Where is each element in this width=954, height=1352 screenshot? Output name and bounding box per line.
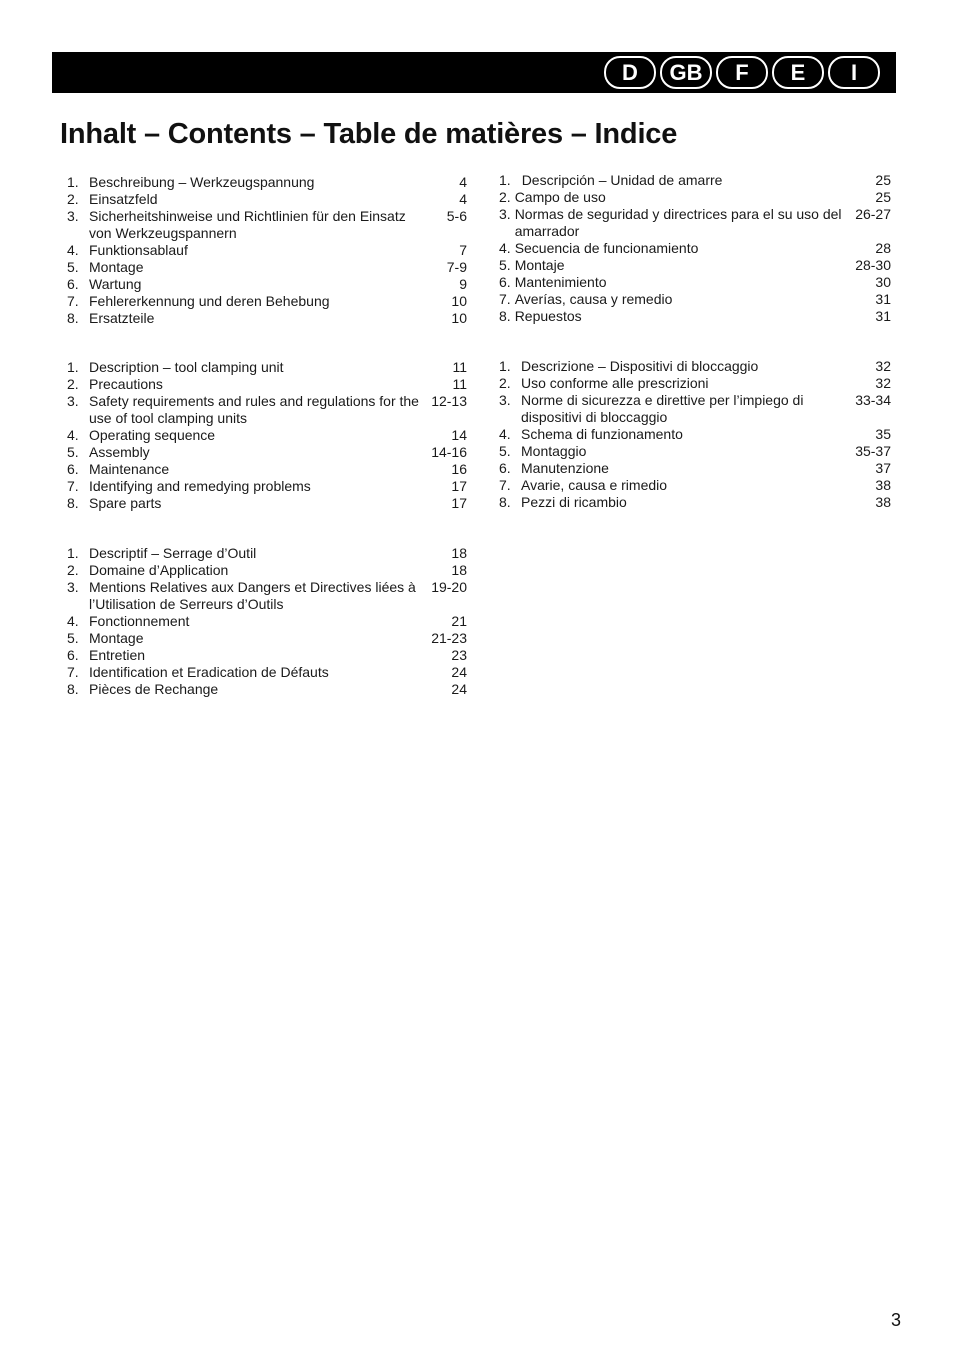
toc-entry-number: 8. — [67, 681, 79, 697]
toc-entry-page: 17 — [451, 495, 467, 511]
toc-entry — [67, 359, 467, 376]
toc-entry — [67, 242, 467, 259]
toc-entry — [499, 392, 891, 426]
toc-entry-page: 18 — [451, 562, 467, 578]
toc-entry-number: 8. — [67, 310, 79, 326]
toc-entry-page: 35-37 — [855, 443, 891, 459]
toc-entry-number: 7. — [67, 664, 79, 680]
header-bar — [52, 52, 896, 93]
toc-entry — [499, 375, 891, 392]
toc-entry-number: 5. — [67, 630, 79, 646]
toc-entry-page: 38 — [875, 494, 891, 510]
page-number: 3 — [890, 1310, 901, 1330]
toc-entry-title: Repuestos — [514, 308, 582, 324]
toc-entry-page: 16 — [451, 461, 467, 477]
toc-entry-title: Assembly — [89, 444, 150, 460]
toc-entry-page: 31 — [875, 291, 891, 307]
toc-entry-title: Normas de seguridad y directrices para el su uso del amarrador — [514, 206, 842, 239]
toc-entry-title: Pièces de Rechange — [89, 681, 219, 697]
toc-entry-number: 1. — [499, 172, 511, 188]
toc-entry-title: Operating sequence — [89, 427, 216, 443]
toc-entry-page: 21-23 — [431, 630, 467, 646]
toc-entry-number: 1. — [499, 358, 511, 374]
toc-entry-title: Descriptif – Serrage d’Outil — [89, 545, 257, 561]
toc-german — [67, 174, 467, 327]
toc-entry — [499, 358, 891, 375]
toc-entry — [499, 189, 891, 206]
toc-entry — [67, 259, 467, 276]
toc-entry — [67, 310, 467, 327]
toc-entry-number: 8. — [499, 308, 511, 324]
toc-entry-page: 17 — [451, 478, 467, 494]
toc-french — [67, 545, 467, 698]
toc-entry-title: Sicherheitshinweise und Richtlinien für den Einsatz von Werkzeugspannern — [89, 208, 406, 241]
toc-entry-number: 3. — [67, 579, 79, 595]
toc-entry-page: 19-20 — [431, 579, 467, 595]
toc-entry-page: 32 — [875, 375, 891, 391]
toc-entry-number: 6. — [67, 461, 79, 477]
toc-entry-title: Domaine d’Application — [89, 562, 229, 578]
toc-spanish — [499, 172, 891, 325]
toc-entry-page: 30 — [875, 274, 891, 290]
language-badge-i: I — [828, 56, 880, 89]
toc-entry-page: 21 — [451, 613, 467, 629]
toc-entry-page: 10 — [451, 293, 467, 309]
toc-entry-title: Descrizione – Dispositivi di bloccaggio — [521, 358, 759, 374]
toc-entry-number: 3. — [499, 206, 511, 222]
toc-entry-title: Campo de uso — [514, 189, 606, 205]
toc-entry-title: Descripción – Unidad de amarre — [521, 172, 723, 188]
toc-entry-number: 3. — [499, 392, 511, 408]
toc-entry-number: 6. — [67, 276, 79, 292]
toc-entry-number: 3. — [67, 208, 79, 224]
toc-entry — [67, 647, 467, 664]
toc-entry-page: 32 — [875, 358, 891, 374]
toc-entry-title: Manutenzione — [521, 460, 609, 476]
toc-entry-page: 24 — [451, 681, 467, 697]
toc-entry-title: Maintenance — [89, 461, 170, 477]
toc-entry-title: Averías, causa y remedio — [514, 291, 673, 307]
toc-entry-number: 5. — [67, 444, 79, 460]
toc-entry-page: 11 — [452, 376, 467, 392]
toc-entry-page: 14-16 — [431, 444, 467, 460]
toc-entry-number: 4. — [67, 613, 79, 629]
toc-entry-number: 2. — [67, 562, 79, 578]
toc-entry-number: 2. — [499, 375, 511, 391]
language-badge-e: E — [772, 56, 824, 89]
toc-entry-number: 1. — [67, 359, 79, 375]
toc-entry-title: Funktionsablauf — [89, 242, 188, 258]
toc-entry-page: 14 — [451, 427, 467, 443]
toc-entry — [499, 477, 891, 494]
toc-entry-page: 38 — [875, 477, 891, 493]
toc-english — [67, 359, 467, 512]
toc-entry-number: 2. — [67, 376, 79, 392]
toc-entry — [67, 562, 467, 579]
toc-entry-number: 4. — [499, 240, 511, 256]
toc-entry-number: 7. — [499, 291, 511, 307]
toc-entry-page: 5-6 — [446, 208, 467, 224]
toc-entry-page: 28 — [875, 240, 891, 256]
toc-entry-title: Ersatzteile — [89, 310, 155, 326]
toc-entry — [499, 460, 891, 477]
toc-entry-number: 1. — [67, 545, 79, 561]
toc-entry — [499, 172, 891, 189]
toc-entry-title: Montaggio — [521, 443, 587, 459]
language-badge-f: F — [716, 56, 768, 89]
toc-entry — [499, 291, 891, 308]
toc-italian — [499, 358, 891, 511]
toc-entry-title: Wartung — [89, 276, 142, 292]
toc-entry — [67, 630, 467, 647]
toc-entry-title: Einsatzfeld — [89, 191, 158, 207]
toc-entry-page: 24 — [451, 664, 467, 680]
toc-entry — [67, 276, 467, 293]
toc-entry-number: 7. — [499, 477, 511, 493]
toc-entry — [499, 257, 891, 274]
toc-entry-title: Mentions Relatives aux Dangers et Directives liées à l’Utilisation de Serreurs d’Outils — [89, 579, 416, 612]
toc-entry — [499, 308, 891, 325]
toc-entry — [67, 495, 467, 512]
toc-entry — [67, 174, 467, 191]
toc-entry-title: Fehlererkennung und deren Behebung — [89, 293, 330, 309]
toc-entry — [67, 444, 467, 461]
toc-entry — [67, 478, 467, 495]
toc-entry — [67, 681, 467, 698]
toc-entry-title: Precautions — [89, 376, 163, 392]
toc-entry-number: 6. — [499, 460, 511, 476]
toc-entry-title: Description – tool clamping unit — [89, 359, 284, 375]
toc-entry-page: 25 — [875, 172, 891, 188]
toc-entry — [67, 293, 467, 310]
toc-entry-title: Mantenimiento — [514, 274, 607, 290]
toc-entry-page: 28-30 — [855, 257, 891, 273]
toc-entry-title: Spare parts — [89, 495, 162, 511]
toc-entry-number: 4. — [67, 242, 79, 258]
toc-entry — [499, 274, 891, 291]
toc-entry-title: Norme di sicurezza e direttive per l’impiego di dispositivi di bloccaggio — [521, 392, 804, 425]
toc-entry — [67, 427, 467, 444]
toc-entry — [67, 613, 467, 630]
toc-entry-page: 31 — [875, 308, 891, 324]
language-badges — [604, 56, 880, 89]
toc-entry — [67, 461, 467, 478]
toc-entry — [67, 579, 467, 613]
toc-entry-page: 7-9 — [446, 259, 467, 275]
toc-entry-number: 8. — [67, 495, 79, 511]
toc-entry — [499, 426, 891, 443]
toc-entry-number: 7. — [67, 478, 79, 494]
toc-entry-page: 7 — [459, 242, 467, 258]
toc-entry-title: Schema di funzionamento — [521, 426, 683, 442]
toc-entry-number: 5. — [499, 443, 511, 459]
toc-entry-page: 26-27 — [855, 206, 891, 222]
toc-entry-number: 5. — [67, 259, 79, 275]
toc-entry-page: 4 — [459, 191, 467, 207]
toc-entry — [499, 494, 891, 511]
toc-entry-title: Beschreibung – Werkzeugspannung — [89, 174, 315, 190]
toc-entry-number: 6. — [67, 647, 79, 663]
toc-entry-number: 7. — [67, 293, 79, 309]
toc-entry-page: 35 — [875, 426, 891, 442]
toc-entry-page: 33-34 — [855, 392, 891, 408]
toc-entry-title: Uso conforme alle prescrizioni — [521, 375, 709, 391]
toc-entry — [499, 240, 891, 257]
toc-entry — [67, 191, 467, 208]
toc-entry — [67, 545, 467, 562]
toc-entry-title: Identifying and remedying problems — [89, 478, 311, 494]
toc-entry-page: 37 — [875, 460, 891, 476]
toc-entry-number: 8. — [499, 494, 511, 510]
toc-entry-title: Montaje — [514, 257, 565, 273]
toc-entry-number: 4. — [499, 426, 511, 442]
toc-entry-title: Identification et Eradication de Défauts — [89, 664, 329, 680]
language-badge-d: D — [604, 56, 656, 89]
toc-entry-title: Entretien — [89, 647, 146, 663]
toc-entry-page: 10 — [451, 310, 467, 326]
toc-entry-title: Safety requirements and rules and regulations for the use of tool clamping units — [89, 393, 419, 426]
toc-entry-title: Secuencia de funcionamiento — [514, 240, 699, 256]
toc-entry-page: 25 — [875, 189, 891, 205]
toc-entry-title: Avarie, causa e rimedio — [521, 477, 668, 493]
toc-entry — [499, 443, 891, 460]
toc-entry-title: Montage — [89, 259, 144, 275]
toc-entry-page: 12-13 — [431, 393, 467, 409]
toc-entry-number: 6. — [499, 274, 511, 290]
toc-entry-number: 2. — [67, 191, 79, 207]
toc-entry — [67, 208, 467, 242]
toc-entry-page: 9 — [459, 276, 467, 292]
toc-entry — [67, 664, 467, 681]
toc-entry-title: Montage — [89, 630, 144, 646]
toc-entry-number: 1. — [67, 174, 79, 190]
toc-entry-number: 5. — [499, 257, 511, 273]
toc-entry-title: Fonctionnement — [89, 613, 190, 629]
toc-entry — [499, 206, 891, 240]
toc-entry-page: 18 — [451, 545, 467, 561]
toc-entry-title: Pezzi di ricambio — [521, 494, 627, 510]
toc-entry — [67, 393, 467, 427]
toc-entry-number: 3. — [67, 393, 79, 409]
toc-entry-page: 23 — [451, 647, 467, 663]
toc-entry-number: 4. — [67, 427, 79, 443]
language-badge-gb: GB — [660, 56, 712, 89]
toc-entry-number: 2. — [499, 189, 511, 205]
toc-entry-page: 11 — [452, 359, 467, 375]
toc-entry — [67, 376, 467, 393]
page-title: Inhalt – Contents – Table de matières – Indice — [60, 118, 678, 150]
toc-entry-page: 4 — [459, 174, 467, 190]
